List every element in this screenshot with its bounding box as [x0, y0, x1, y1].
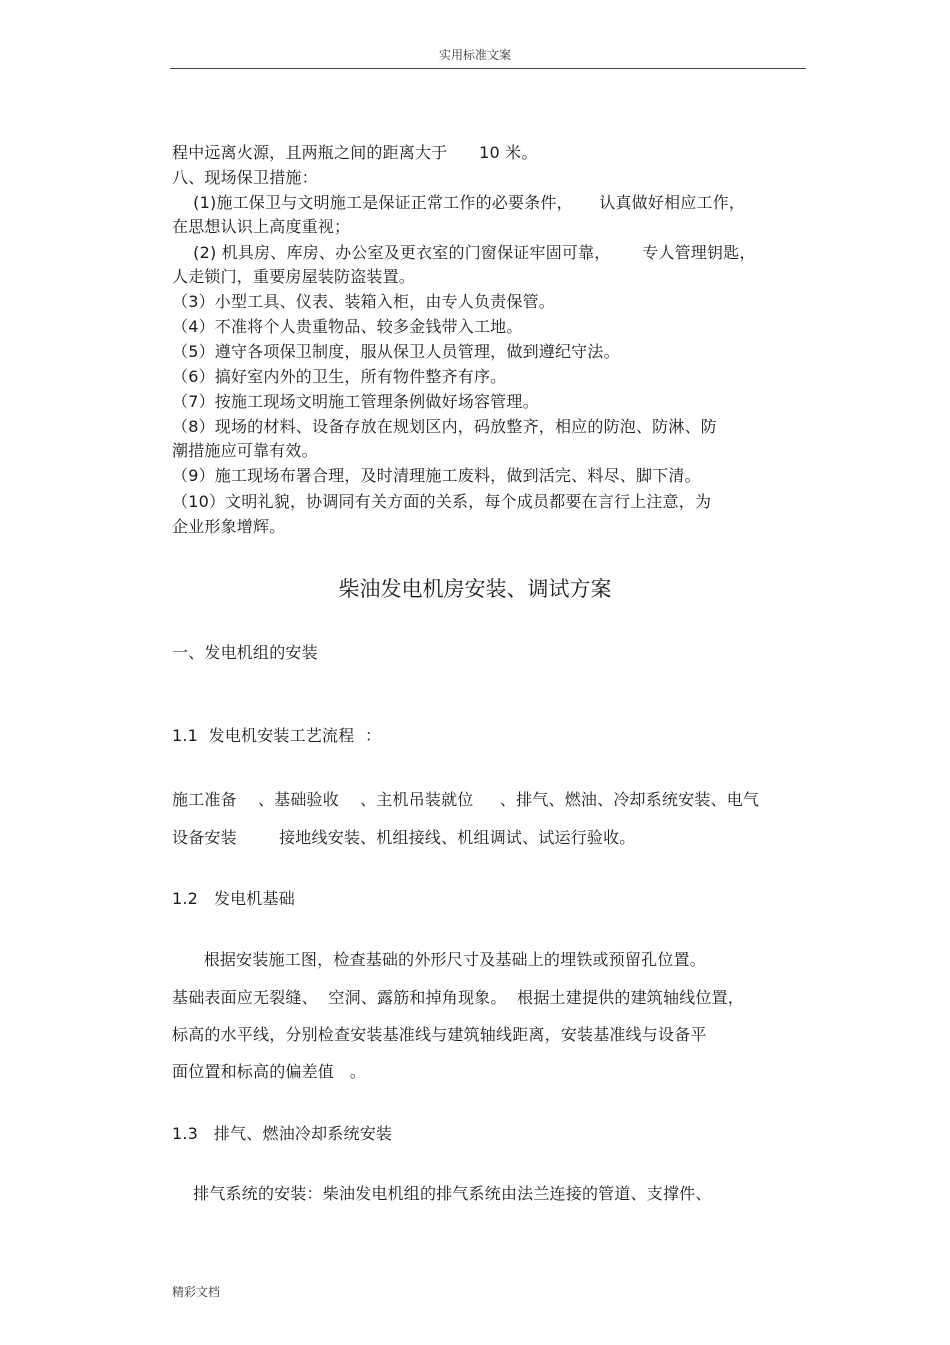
section-heading: 一、发电机组的安装 — [172, 643, 318, 662]
body-line: (2) 机具房、库房、办公室及更衣室的门窗保证牢固可靠， 专人管理钥匙， — [172, 243, 756, 262]
header-rule — [170, 68, 806, 69]
body-line: （5）遵守各项保卫制度，服从保卫人员管理，做到遵纪守法。 — [172, 342, 620, 361]
subsection-heading: 1.3 排气、燃油冷却系统安装 — [172, 1124, 393, 1143]
body-line: （4）不准将个人贵重物品、较多金钱带入工地。 — [172, 317, 523, 336]
body-line: （10）文明礼貌，协调同有关方面的关系，每个成员都要在言行上注意，为 — [172, 492, 712, 511]
page-header: 实用标准文案 — [438, 48, 511, 62]
body-line: 标高的水平线，分别检查安装基准线与建筑轴线距离，安装基准线与设备平 — [172, 1025, 707, 1044]
document-title: 柴油发电机房安装、调试方案 — [338, 577, 612, 601]
section-heading: 八、现场保卫措施： — [172, 168, 318, 187]
body-line: 潮措施应可靠有效。 — [172, 441, 318, 460]
body-line: 企业形象增辉。 — [172, 517, 286, 536]
body-line: （7）按施工现场文明施工管理条例做好场容管理。 — [172, 392, 539, 411]
body-line: 程中远离火源，且两瓶之间的距离大于 10 米。 — [172, 143, 538, 162]
body-line: （9）施工现场布署合理，及时清理施工废料，做到活完、料尽、脚下清。 — [172, 466, 701, 485]
body-line: 施工准备 、基础验收 、主机吊装就位 、排气、燃油、冷却系统安装、电气 — [172, 790, 760, 809]
body-line: （3）小型工具、仪表、装箱入柜，由专人负责保管。 — [172, 292, 555, 311]
body-line: 面位置和标高的偏差值 。 — [172, 1062, 367, 1081]
body-line: 人走锁门，重要房屋装防盗装置。 — [172, 267, 416, 286]
body-line: （6）搞好室内外的卫生，所有物件整齐有序。 — [172, 367, 507, 386]
page-footer: 精彩文档 — [172, 1285, 221, 1299]
body-line: (1)施工保卫与文明施工是保证正常工作的必要条件， 认真做好相应工作， — [172, 193, 746, 212]
body-line: 基础表面应无裂缝、 空洞、露筋和掉角现象。 根据土建提供的建筑轴线位置， — [172, 988, 744, 1007]
body-line: 根据安装施工图，检查基础的外形尺寸及基础上的埋铁或预留孔位置。 — [172, 950, 706, 969]
body-line: 在思想认识上高度重视； — [172, 217, 351, 236]
subsection-heading: 1.1 发电机安装工艺流程 ： — [172, 726, 382, 745]
subsection-heading: 1.2 发电机基础 — [172, 889, 295, 908]
body-line: （8）现场的材料、设备存放在规划区内，码放整齐，相应的防泡、防淋、防 — [172, 417, 717, 436]
body-line: 排气系统的安装：柴油发电机组的排气系统由法兰连接的管道、支撑件、 — [172, 1184, 712, 1203]
body-line: 设备安装 接地线安装、机组接线、机组调试、试运行验收。 — [172, 828, 636, 847]
